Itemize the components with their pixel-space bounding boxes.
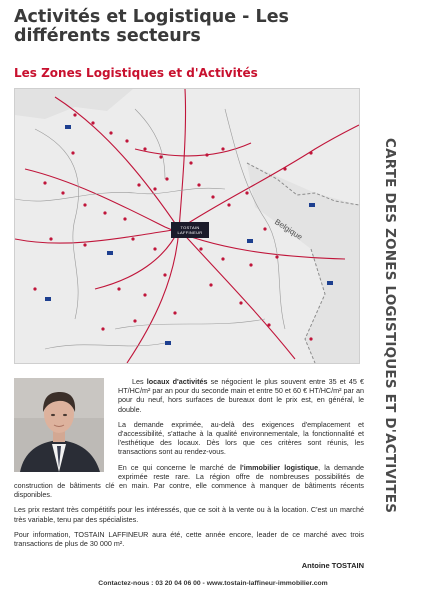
signature: Antoine TOSTAIN [301,561,364,570]
map-country-label: Belgique [273,217,305,242]
page-title: Activités et Logistique - Les différents secteurs [14,7,289,46]
paragraph-prices: Les prix restant très compétitifs pour les intéressés, que ce soit à la vente ou à la location. C'est un marché très variable, tenu par des spécialistes. [14,505,364,524]
article-text [14,377,364,554]
paragraph-commercial-premises: Les locaux d'activités se négocient le plus souvent entre 35 et 45 € HT/HC/m² par an pour du seconde main et entre 50 et 60 € HT/HC/m² par an pour du neuf, hors surfaces de bureaux dont le prix est, en général, le double. [118,377,364,414]
section-title: Les Zones Logistiques et d'Activités [14,66,258,80]
keyword-immobilier-logistique: l'immobilier logistique [240,462,319,472]
keyword-locaux-activites: locaux d'activités [146,377,208,386]
paragraph-leader: Pour information, TOSTAIN LAFFINEUR aura été, cette année encore, leader de ce marché avec trois transactions de plus de 30 000 m². [14,529,364,549]
side-title [368,86,412,566]
paragraph-demand: La demande exprimée, au-delà des exigences d'emplacement et d'accessibilité, s'attache à la qualité environnementale, la fonctionnalité et l'esthétique des locaux. Dès lors que ces critères sont réunis, les transactions sont au rendez-vous. [118,419,364,457]
side-title-text: CARTE DES ZONES LOGISTIQUES ET D'ACTIVITES [382,138,398,514]
paragraph-logistics-market: En ce qui concerne le marché de l'immobilier logistique, la demande exprimée reste rare. La région offre de nombreuses possibilités de construction de bâtiments clé en main. Par contre, elle commence à manquer de bâtiments récents disponibles. [14,462,364,500]
logistics-zones-map[interactable] [14,88,360,364]
contact-footer[interactable]: Contactez-nous : 03 20 04 06 00 - www.tostain-laffineur-immobilier.com [98,580,328,587]
map-agency-label: TOSTAIN LAFFINEUR [171,222,209,238]
